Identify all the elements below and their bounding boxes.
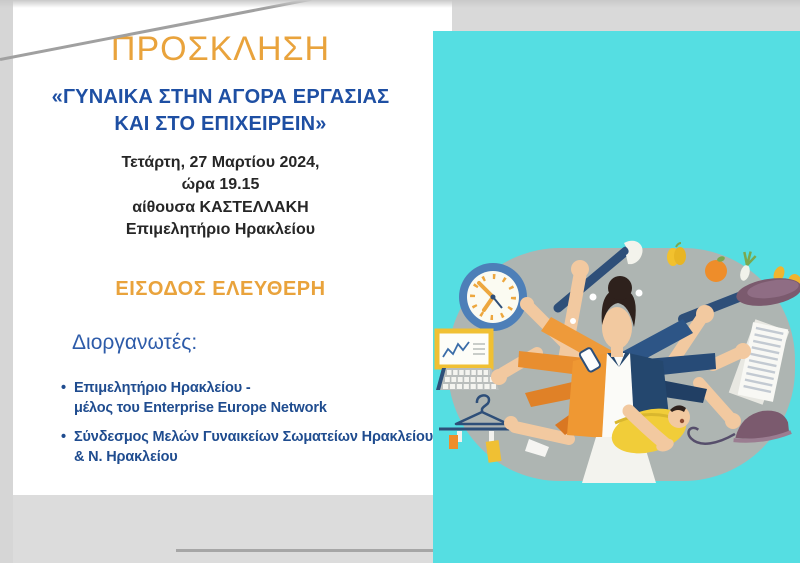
next-page-edge (176, 549, 433, 552)
invitation-title: ΠΡΟΣΚΛΗΣΗ (110, 30, 331, 68)
laptop-icon (436, 331, 499, 390)
bullet-icon: • (61, 429, 66, 445)
event-date: Τετάρτη, 27 Μαρτίου 2024, (121, 154, 320, 171)
multitasking-woman-illustration (433, 31, 800, 563)
event-details (13, 152, 428, 242)
free-entrance-note: ΕΙΣΟΔΟΣ ΕΛΕΥΘΕΡΗ (115, 278, 326, 300)
organizer-2-line-1: Σύνδεσμος Μελών Γυναικείων Σωματείων Ηρακλείου (73, 429, 433, 445)
clock-icon (459, 263, 527, 331)
event-time: ώρα 19.15 (181, 176, 260, 194)
canvas-top-band (452, 0, 800, 31)
headline-line-2: ΚΑΙ ΣΤΟ ΕΠΙΧΕΙΡΕΙΝ» (114, 113, 327, 135)
bullet-icon: • (61, 380, 66, 396)
organizers-list (61, 378, 435, 467)
illustration-panel (433, 31, 800, 563)
event-venue: αίθουσα ΚΑΣΤΕΛΛΑΚΗ (132, 198, 309, 216)
headline-line-1: «ΓΥΝΑΙΚΑ ΣΤΗΝ ΑΓΟΡΑ ΕΡΓΑΣΙΑΣ (51, 86, 390, 108)
organizer-1-line-1: Επιμελητήριο Ηρακλείου - (73, 380, 251, 396)
organizer-1-line-2: μέλος του Enterprise Europe Network (73, 400, 327, 416)
invitation-headline (13, 84, 428, 138)
organizers-label: Διοργανωτές: (72, 331, 198, 354)
canvas-left-gutter (0, 0, 13, 563)
list-item (61, 378, 435, 418)
organizer-2-line-2: & Ν. Ηρακλείου (73, 449, 178, 465)
event-host: Επιμελητήριο Ηρακλείου (125, 221, 316, 239)
list-item (61, 427, 435, 467)
